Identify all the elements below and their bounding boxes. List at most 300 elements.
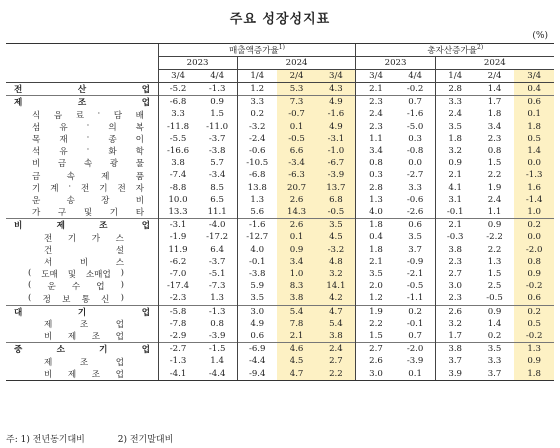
table-cell: 1.2 bbox=[237, 83, 277, 96]
table-cell: 0.9 bbox=[475, 305, 515, 318]
table-cell: 2.8 bbox=[435, 83, 475, 96]
table-cell: 2.3 bbox=[356, 121, 396, 133]
table-cell: 2.6 bbox=[277, 219, 317, 232]
table-cell: 3.5 bbox=[316, 219, 356, 232]
table-cell: 14.1 bbox=[316, 280, 356, 292]
table-cell: 2.5 bbox=[487, 281, 502, 292]
table-row bbox=[6, 231, 554, 243]
row-label: ( 운 수 업 ) bbox=[28, 280, 124, 293]
table-cell: 11.9 bbox=[158, 244, 198, 256]
table-cell: -11.0 bbox=[206, 121, 229, 132]
table-cell: 3.7 bbox=[475, 368, 515, 381]
table-cell: -6.9 bbox=[237, 343, 277, 356]
table-cell: 1.9 bbox=[487, 182, 502, 193]
table-cell: 1.3 bbox=[237, 194, 277, 206]
table-cell: 2.4 bbox=[435, 108, 475, 120]
table-cell: 2.1 bbox=[435, 169, 475, 181]
header-sales-growth: 매출액증가율$^{1)}$ bbox=[158, 44, 356, 57]
header-quarter: 4/4 bbox=[396, 70, 436, 83]
header-quarter: 3/4 bbox=[316, 70, 356, 83]
table-cell: 2.7 bbox=[435, 268, 475, 280]
table-cell: 3.9 bbox=[435, 368, 475, 381]
table-cell: 1.2 bbox=[356, 292, 396, 305]
table-cell: -7.3 bbox=[208, 281, 226, 292]
table-cell: 1.4 bbox=[487, 318, 502, 329]
table-cell: 1.4 bbox=[210, 356, 224, 367]
row-label: 목 재 · 종 이 bbox=[32, 132, 144, 145]
table-cell: -0.1 bbox=[237, 256, 277, 268]
table-cell: 13.8 bbox=[237, 182, 277, 194]
header-quarter: 2/4 bbox=[277, 70, 317, 83]
table-cell: 3.5 bbox=[475, 343, 515, 356]
table-cell: -1.0 bbox=[316, 145, 356, 157]
table-cell: 2.4 bbox=[316, 343, 356, 356]
table-row bbox=[6, 145, 554, 157]
table-cell: 0.8 bbox=[356, 157, 396, 169]
table-cell: 5.9 bbox=[237, 280, 277, 292]
table-cell: 4.5 bbox=[277, 355, 317, 367]
table-cell: 0.9 bbox=[435, 157, 475, 169]
table-cell: -2.6 bbox=[406, 207, 424, 218]
table-cell: 3.3 bbox=[158, 108, 198, 120]
table-cell: 10.0 bbox=[158, 194, 198, 206]
row-label: 제 조 업 bbox=[44, 357, 124, 368]
table-cell: -3.9 bbox=[316, 169, 356, 181]
table-cell: -1.5 bbox=[198, 343, 238, 356]
footnote-1: 주: 1) 전년동기대비 bbox=[6, 435, 85, 445]
table-row bbox=[6, 280, 554, 292]
table-row bbox=[6, 157, 554, 169]
table-cell: -3.2 bbox=[237, 121, 277, 133]
table-cell: -2.7 bbox=[158, 343, 198, 356]
table-cell: 4.3 bbox=[316, 83, 356, 96]
table-cell: 4.8 bbox=[316, 256, 356, 268]
table-cell: 1.3 bbox=[514, 343, 554, 356]
table-cell: 7.3 bbox=[277, 96, 317, 109]
header-quarter: 3/4 bbox=[514, 70, 554, 83]
table-cell: 0.0 bbox=[408, 158, 422, 169]
table-cell: -2.0 bbox=[396, 343, 436, 356]
table-cell: 0.6 bbox=[514, 292, 554, 305]
table-cell: -0.5 bbox=[316, 206, 356, 219]
table-cell: -6.8 bbox=[237, 169, 277, 181]
table-cell: 4.0 bbox=[237, 244, 277, 256]
table-cell: 1.9 bbox=[356, 305, 396, 318]
table-row bbox=[6, 121, 554, 133]
table-cell: 11.1 bbox=[207, 207, 227, 218]
table-cell: 1.5 bbox=[487, 269, 502, 280]
table-cell: 1.4 bbox=[514, 145, 554, 157]
table-cell: -7.4 bbox=[158, 169, 198, 181]
row-label: 비 금 속 광 물 bbox=[32, 159, 144, 170]
table-row bbox=[6, 206, 554, 219]
table-cell: 0.9 bbox=[514, 355, 554, 367]
table-cell: 3.3 bbox=[408, 182, 422, 193]
table-cell: -3.7 bbox=[208, 133, 226, 144]
table-cell: -4.4 bbox=[237, 355, 277, 367]
table-cell: 3.0 bbox=[435, 280, 475, 292]
table-cell: 0.2 bbox=[396, 305, 436, 318]
row-label: 제 조 업 bbox=[44, 319, 124, 330]
table-cell: 3.7 bbox=[435, 355, 475, 367]
table-cell: 6.6 bbox=[277, 145, 317, 157]
unit-label: (%) bbox=[532, 31, 548, 41]
table-cell: -0.2 bbox=[514, 330, 554, 343]
table-cell: 3.0 bbox=[237, 305, 277, 318]
header-year-2023-sales: 2023 bbox=[158, 57, 237, 70]
table-cell: 2.7 bbox=[356, 343, 396, 356]
table-row bbox=[6, 244, 554, 256]
table-cell: 2.6 bbox=[277, 194, 317, 206]
table-cell: 13.7 bbox=[316, 182, 356, 194]
table-row bbox=[6, 268, 554, 280]
table-cell: 3.5 bbox=[408, 232, 422, 243]
table-row bbox=[6, 194, 554, 206]
table-cell: -17.4 bbox=[158, 280, 198, 292]
row-label: 섬 유 · 의 복 bbox=[32, 120, 144, 133]
row-label: 비 제 조 업 bbox=[44, 332, 124, 343]
table-cell: 3.8 bbox=[435, 244, 475, 256]
table-cell: 5.6 bbox=[237, 206, 277, 219]
row-label: 건 설 bbox=[44, 245, 124, 256]
table-cell: 0.4 bbox=[514, 83, 554, 96]
header-quarter: 2/4 bbox=[475, 70, 515, 83]
table-cell: 1.7 bbox=[435, 330, 475, 343]
table-cell: 3.4 bbox=[356, 145, 396, 157]
row-label: 금 속 제 품 bbox=[32, 171, 144, 182]
header-year-2023-assets: 2023 bbox=[356, 57, 435, 70]
table-cell: 2.1 bbox=[356, 83, 396, 96]
table-cell: 0.9 bbox=[198, 96, 238, 109]
table-cell: -1.1 bbox=[406, 293, 424, 304]
table-cell: 1.5 bbox=[487, 158, 502, 169]
table-cell: -2.0 bbox=[514, 244, 554, 256]
table-cell: -1.6 bbox=[316, 108, 356, 120]
table-cell: -3.4 bbox=[277, 157, 317, 169]
table-cell: 3.3 bbox=[435, 96, 475, 109]
table-cell: 13.3 bbox=[158, 206, 198, 219]
table-cell: 3.8 bbox=[435, 343, 475, 356]
table-cell: -3.2 bbox=[316, 244, 356, 256]
table-cell: -8.8 bbox=[158, 182, 198, 194]
table-cell: -2.3 bbox=[158, 292, 198, 305]
table-cell: -5.1 bbox=[208, 269, 226, 280]
table-cell: 5.7 bbox=[210, 158, 224, 169]
table-cell: 0.1 bbox=[277, 231, 317, 243]
table-cell: 3.8 bbox=[158, 157, 198, 169]
table-cell: 1.8 bbox=[356, 219, 396, 232]
table-cell: 4.2 bbox=[316, 292, 356, 305]
table-cell: 2.1 bbox=[435, 219, 475, 232]
table-cell: -1.6 bbox=[237, 219, 277, 232]
table-cell: 3.4 bbox=[487, 121, 502, 132]
header-quarter: 3/4 bbox=[356, 70, 396, 83]
table-cell: 0.1 bbox=[277, 121, 317, 133]
table-cell: 0.3 bbox=[408, 133, 422, 144]
table-cell: 0.9 bbox=[514, 268, 554, 280]
row-label: ( 도매 및 소매업 ) bbox=[28, 268, 124, 281]
table-cell: -4.0 bbox=[198, 219, 238, 232]
row-label: 중 소 기 업 bbox=[6, 343, 158, 356]
table-cell: 2.6 bbox=[435, 305, 475, 318]
table-cell: -0.5 bbox=[486, 293, 503, 304]
table-cell: 1.0 bbox=[514, 206, 554, 219]
table-cell: -5.2 bbox=[158, 83, 198, 96]
table-cell: -1.3 bbox=[198, 305, 238, 318]
table-cell: 6.8 bbox=[316, 194, 356, 206]
header-asset-growth: 총자산증가율$^{2)}$ bbox=[356, 44, 554, 57]
growth-indicator-table bbox=[6, 43, 554, 381]
header-quarter: 1/4 bbox=[435, 70, 475, 83]
row-label: 대 기 업 bbox=[6, 305, 158, 318]
row-label: 식 음 료 · 담 배 bbox=[32, 108, 144, 121]
table-cell: 5.4 bbox=[277, 305, 317, 318]
table-cell: 3.0 bbox=[356, 368, 396, 381]
table-cell: -6.8 bbox=[158, 96, 198, 109]
table-cell: 0.5 bbox=[514, 318, 554, 330]
table-cell: 4.7 bbox=[316, 305, 356, 318]
table-cell: 4.6 bbox=[277, 343, 317, 356]
table-cell: -0.3 bbox=[435, 231, 475, 243]
table-cell: -1.9 bbox=[158, 231, 198, 243]
header-quarter: 4/4 bbox=[198, 70, 238, 83]
table-row bbox=[6, 343, 554, 356]
table-cell: -3.7 bbox=[208, 256, 226, 267]
table-cell: 6.4 bbox=[210, 244, 224, 255]
table-cell: -0.1 bbox=[435, 206, 475, 219]
table-cell: -0.8 bbox=[406, 146, 424, 157]
row-label: 석 유 · 화 학 bbox=[32, 145, 144, 158]
table-cell: 1.8 bbox=[356, 244, 396, 256]
table-cell: 0.7 bbox=[396, 96, 436, 109]
table-cell: -3.9 bbox=[406, 356, 424, 367]
table-cell: -7.8 bbox=[158, 318, 198, 330]
table-cell: 0.2 bbox=[237, 108, 277, 120]
table-cell: 0.8 bbox=[210, 318, 224, 329]
table-cell: 2.0 bbox=[356, 280, 396, 292]
table-cell: 8.3 bbox=[277, 280, 317, 292]
table-cell: 2.4 bbox=[356, 108, 396, 120]
table-cell: 1.8 bbox=[514, 368, 554, 381]
table-cell: 3.3 bbox=[487, 356, 502, 367]
table-cell: -5.5 bbox=[158, 133, 198, 145]
table-row bbox=[6, 182, 554, 194]
table-cell: -1.4 bbox=[514, 194, 554, 206]
table-cell: -2.2 bbox=[486, 232, 503, 243]
header-quarter: 3/4 bbox=[158, 70, 198, 83]
table-cell: 2.3 bbox=[487, 133, 502, 144]
row-label: 전 기 가 스 bbox=[44, 233, 124, 244]
table-cell: 1.1 bbox=[356, 133, 396, 145]
table-cell: -4.1 bbox=[158, 368, 198, 381]
table-cell: 1.4 bbox=[487, 84, 502, 94]
table-cell: 0.2 bbox=[487, 331, 502, 342]
table-row bbox=[6, 330, 554, 343]
table-cell: 3.2 bbox=[316, 268, 356, 280]
table-cell: 2.2 bbox=[487, 170, 502, 181]
table-cell: 0.6 bbox=[237, 330, 277, 343]
table-cell: -1.6 bbox=[406, 109, 424, 120]
table-cell: -2.7 bbox=[406, 170, 424, 181]
table-cell: 4.9 bbox=[237, 318, 277, 330]
table-cell: 0.0 bbox=[514, 157, 554, 169]
table-cell: 0.9 bbox=[277, 244, 317, 256]
table-cell: 4.9 bbox=[316, 96, 356, 109]
table-cell: -1.3 bbox=[158, 355, 198, 367]
table-cell: 0.4 bbox=[356, 231, 396, 243]
header-blank bbox=[6, 44, 158, 83]
table-cell: 1.3 bbox=[487, 256, 502, 267]
table-cell: 2.3 bbox=[435, 256, 475, 268]
table-row bbox=[6, 368, 554, 381]
table-cell: -0.2 bbox=[406, 84, 424, 94]
table-cell: 0.8 bbox=[487, 146, 502, 157]
table-cell: -2.1 bbox=[406, 269, 424, 280]
table-cell: 2.1 bbox=[277, 330, 317, 343]
table-cell: 3.8 bbox=[277, 292, 317, 305]
row-label: 제 조 업 bbox=[6, 96, 158, 109]
table-cell: -3.1 bbox=[316, 133, 356, 145]
table-cell: 1.6 bbox=[514, 182, 554, 194]
table-cell: -12.7 bbox=[237, 231, 277, 243]
table-cell: -7.0 bbox=[158, 268, 198, 280]
table-cell: -6.2 bbox=[158, 256, 198, 268]
table-cell: -3.9 bbox=[208, 331, 226, 342]
row-label: 기 계 · 전 기 전 자 bbox=[32, 181, 144, 194]
table-cell: 0.2 bbox=[514, 219, 554, 232]
table-cell: -3.1 bbox=[158, 219, 198, 232]
row-label: 비 제 조 업 bbox=[6, 368, 158, 381]
table-cell: -0.5 bbox=[277, 133, 317, 145]
table-cell: -0.9 bbox=[406, 256, 424, 267]
table-cell: 3.5 bbox=[237, 292, 277, 305]
table-cell: 2.3 bbox=[435, 292, 475, 305]
table-cell: 0.5 bbox=[514, 133, 554, 145]
table-cell: 1.8 bbox=[435, 133, 475, 145]
table-cell: -6.7 bbox=[316, 157, 356, 169]
table-cell: 3.5 bbox=[356, 268, 396, 280]
table-cell: -3.4 bbox=[208, 170, 226, 181]
table-cell: 3.5 bbox=[435, 121, 475, 133]
row-label: 서 비 스 bbox=[44, 257, 124, 268]
table-cell: -0.6 bbox=[237, 145, 277, 157]
table-cell: 0.1 bbox=[514, 108, 554, 120]
table-cell: -0.5 bbox=[406, 281, 424, 292]
row-label: 비 제 조 업 bbox=[6, 219, 158, 232]
table-row bbox=[6, 133, 554, 145]
table-cell: -0.1 bbox=[406, 318, 424, 329]
table-cell: 0.0 bbox=[514, 231, 554, 243]
header-quarter: 1/4 bbox=[237, 70, 277, 83]
table-cell: -4.4 bbox=[198, 368, 238, 381]
table-cell: 4.1 bbox=[435, 182, 475, 194]
table-cell: 2.3 bbox=[356, 96, 396, 109]
header-year-2024-assets: 2024 bbox=[435, 57, 554, 70]
table-row bbox=[6, 96, 554, 109]
table-cell: 0.3 bbox=[356, 169, 396, 181]
table-cell: 14.3 bbox=[277, 206, 317, 219]
table-cell: -5.0 bbox=[406, 121, 424, 132]
table-cell: 0.1 bbox=[396, 368, 436, 381]
table-cell: -2.9 bbox=[158, 330, 198, 343]
table-cell: -10.5 bbox=[237, 157, 277, 169]
table-cell: 4.5 bbox=[316, 231, 356, 243]
table-cell: 3.8 bbox=[316, 330, 356, 343]
table-cell: 1.8 bbox=[514, 121, 554, 133]
row-label: 운 송 장 비 bbox=[32, 195, 144, 206]
table-cell: 8.5 bbox=[210, 182, 224, 193]
table-cell: -17.2 bbox=[206, 232, 229, 243]
table-cell: -16.6 bbox=[158, 145, 198, 157]
table-cell: 1.8 bbox=[487, 109, 502, 120]
table-cell: 0.6 bbox=[514, 96, 554, 109]
table-cell: 4.0 bbox=[356, 206, 396, 219]
table-cell: 1.7 bbox=[475, 96, 515, 109]
table-cell: 3.2 bbox=[435, 318, 475, 330]
table-cell: 3.4 bbox=[277, 256, 317, 268]
footnotes bbox=[6, 432, 203, 445]
table-cell: 1.0 bbox=[277, 268, 317, 280]
table-row bbox=[6, 292, 554, 305]
table-cell: -11.8 bbox=[158, 121, 198, 133]
table-row bbox=[6, 256, 554, 268]
table-cell: 4.9 bbox=[316, 121, 356, 133]
table-cell: -1.3 bbox=[514, 169, 554, 181]
table-row bbox=[6, 108, 554, 120]
table-row bbox=[6, 318, 554, 330]
table-cell: -2.4 bbox=[237, 133, 277, 145]
table-row bbox=[6, 83, 554, 96]
row-label: ( 정 보 통 신 ) bbox=[28, 292, 124, 305]
table-cell: -1.3 bbox=[208, 84, 226, 94]
table-cell: -9.4 bbox=[237, 368, 277, 381]
table-cell: 20.7 bbox=[277, 182, 317, 194]
header-year-2024-sales: 2024 bbox=[237, 57, 356, 70]
table-row bbox=[6, 355, 554, 367]
table-cell: 0.8 bbox=[514, 256, 554, 268]
table-cell: -0.6 bbox=[406, 194, 424, 205]
table-cell: 1.5 bbox=[210, 109, 224, 120]
table-cell: 1.3 bbox=[210, 293, 224, 304]
table-cell: -0.7 bbox=[277, 108, 317, 120]
table-cell: 2.2 bbox=[487, 244, 502, 255]
table-cell: 3.1 bbox=[435, 194, 475, 206]
table-cell: 2.1 bbox=[356, 256, 396, 268]
table-cell: -3.8 bbox=[208, 146, 226, 157]
table-row bbox=[6, 169, 554, 181]
table-cell: 5.4 bbox=[316, 318, 356, 330]
table-cell: 1.5 bbox=[356, 330, 396, 343]
table-cell: 7.8 bbox=[277, 318, 317, 330]
table-row bbox=[6, 305, 554, 318]
table-cell: 3.2 bbox=[435, 145, 475, 157]
table-row bbox=[6, 219, 554, 232]
table-cell: -0.2 bbox=[514, 280, 554, 292]
table-cell: 0.2 bbox=[514, 305, 554, 318]
row-label: 전 산 업 bbox=[14, 85, 150, 96]
table-cell: 2.4 bbox=[487, 194, 502, 205]
table-cell: 0.9 bbox=[475, 219, 515, 232]
table-cell: 0.6 bbox=[396, 219, 436, 232]
row-label: 가 구 및 기 타 bbox=[32, 208, 144, 219]
table-cell: 6.5 bbox=[210, 194, 224, 205]
table-cell: 4.7 bbox=[277, 368, 317, 381]
table-cell: -6.3 bbox=[277, 169, 317, 181]
table-cell: 2.2 bbox=[356, 318, 396, 330]
table-cell: 1.1 bbox=[487, 207, 502, 218]
table-cell: -3.8 bbox=[237, 268, 277, 280]
table-cell: 2.7 bbox=[316, 355, 356, 367]
